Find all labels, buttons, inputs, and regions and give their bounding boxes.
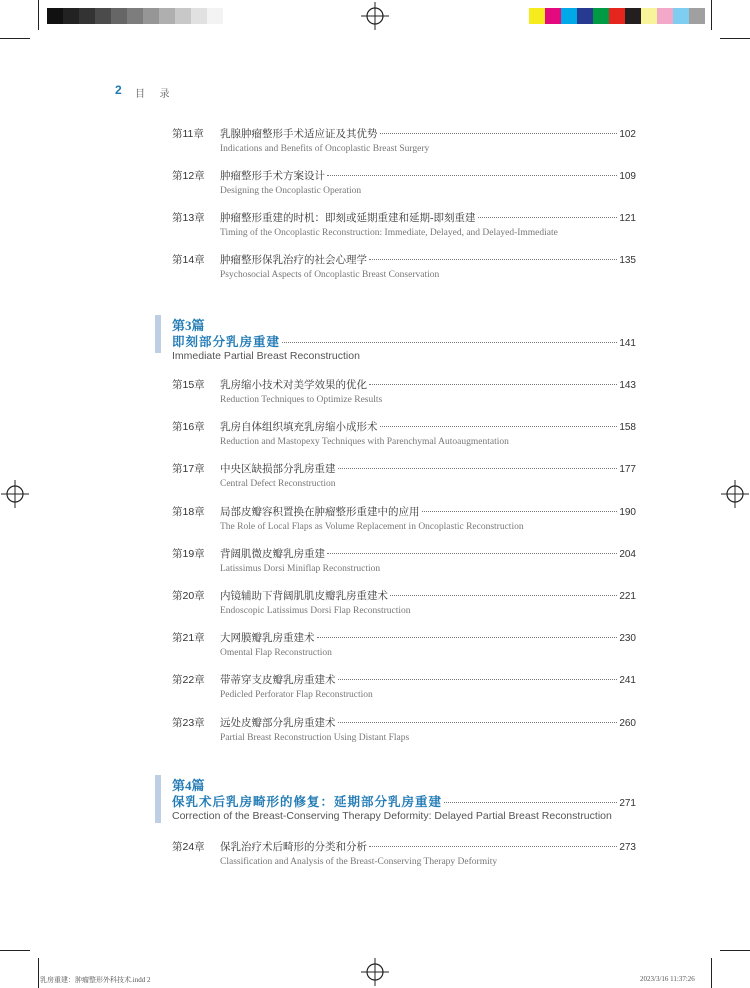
crop-mark-top-left-h xyxy=(0,38,30,39)
color-swatch xyxy=(545,8,561,24)
gray-swatch xyxy=(159,8,175,24)
chapter-title[interactable]: 中央区缺损部分乳房重建 xyxy=(220,464,336,476)
color-calibration-bar xyxy=(529,8,705,24)
chapter-english-title: Indications and Benefits of Oncoplastic Breast Surgery xyxy=(220,144,430,154)
toc-entry[interactable] xyxy=(172,839,636,873)
dotted-leader xyxy=(338,722,618,723)
part-english-title: Correction of the Breast-Conserving Therapy Deformity: Delayed Partial Breast Reconstruction xyxy=(172,810,612,822)
crop-mark-top-right-h xyxy=(720,38,750,39)
chapter-page-number: 177 xyxy=(619,464,636,476)
dotted-leader xyxy=(327,175,617,176)
chapter-page-number: 273 xyxy=(619,842,636,853)
chapter-title[interactable]: 保乳治疗术后畸形的分类和分析 xyxy=(220,842,367,853)
part-accent-bar xyxy=(155,315,161,353)
crop-mark-bottom-left-h xyxy=(0,950,30,951)
chapter-page-number: 230 xyxy=(619,633,636,645)
footer-timestamp: 2023/3/16 11:37:26 xyxy=(640,975,695,983)
color-swatch xyxy=(609,8,625,24)
chapter-number: 第13章 xyxy=(172,212,205,224)
chapter-page-number: 221 xyxy=(619,591,636,602)
chapter-page-number: 158 xyxy=(619,422,636,434)
gray-swatch xyxy=(191,8,207,24)
chapter-english-title: Central Defect Reconstruction xyxy=(220,479,336,490)
toc-entry[interactable] xyxy=(172,546,636,580)
color-swatch xyxy=(689,8,705,24)
crop-mark-bottom-left-v xyxy=(38,958,39,988)
registration-mark-bottom-icon xyxy=(361,958,389,986)
chapter-english-title: Designing the Oncoplastic Operation xyxy=(220,186,362,196)
toc-entry[interactable] xyxy=(172,630,636,664)
chapter-english-title: Classification and Analysis of the Breast-Conserving Therapy Deformity xyxy=(220,857,498,867)
chapter-number: 第15章 xyxy=(172,379,205,391)
chapter-title[interactable]: 背阔肌微皮瓣乳房重建 xyxy=(220,548,325,560)
toc-entry[interactable] xyxy=(172,672,636,706)
chapter-english-title: The Role of Local Flaps as Volume Replacement in Oncoplastic Reconstruction xyxy=(220,521,524,532)
dotted-leader xyxy=(422,511,618,512)
dotted-leader xyxy=(369,846,617,847)
crop-mark-top-right-v xyxy=(711,0,712,30)
gray-swatch xyxy=(63,8,79,24)
toc-entry[interactable] xyxy=(172,377,636,411)
toc-entry[interactable] xyxy=(172,168,636,202)
chapter-number: 第19章 xyxy=(172,547,205,560)
gray-swatch xyxy=(207,8,223,24)
chapter-page-number: 260 xyxy=(619,717,636,729)
crop-mark-top-left-v xyxy=(38,0,39,30)
chapter-english-title: Omental Flap Reconstruction xyxy=(220,648,332,659)
color-swatch xyxy=(529,8,545,24)
color-swatch xyxy=(561,8,577,24)
chapter-page-number: 102 xyxy=(619,129,636,140)
chapter-english-title: Psychosocial Aspects of Oncoplastic Breast Conservation xyxy=(220,270,440,280)
gray-swatch xyxy=(111,8,127,24)
color-swatch xyxy=(673,8,689,24)
part-heading-3 xyxy=(172,315,636,365)
dotted-leader xyxy=(390,595,617,596)
part-label: 第3篇 xyxy=(172,318,205,333)
chapter-title[interactable]: 内镜辅助下背阔肌肌皮瓣乳房重建术 xyxy=(220,591,388,602)
color-swatch xyxy=(577,8,593,24)
part-heading-4 xyxy=(172,775,636,825)
part-english-title: Immediate Partial Breast Reconstruction xyxy=(172,350,360,362)
crop-mark-bottom-right-h xyxy=(720,950,750,951)
color-swatch xyxy=(625,8,641,24)
gray-swatch xyxy=(47,8,63,24)
dotted-leader xyxy=(338,679,618,680)
chapter-title[interactable]: 带蒂穿支皮瓣乳房重建术 xyxy=(220,675,336,687)
toc-entry[interactable] xyxy=(172,461,636,495)
gray-swatch xyxy=(95,8,111,24)
gray-swatch xyxy=(127,8,143,24)
chapter-page-number: 143 xyxy=(619,380,636,391)
chapter-number: 第17章 xyxy=(172,463,205,476)
color-swatch xyxy=(641,8,657,24)
registration-mark-top-icon xyxy=(361,2,389,30)
dotted-leader xyxy=(380,133,618,134)
chapter-page-number: 135 xyxy=(619,255,636,266)
dotted-leader xyxy=(478,217,618,218)
chapter-page-number: 109 xyxy=(619,171,636,182)
registration-mark-left-icon xyxy=(1,480,29,508)
chapter-english-title: Latissimus Dorsi Miniflap Reconstruction xyxy=(220,563,381,574)
header-title: 目 录 xyxy=(135,89,176,100)
toc-entry[interactable] xyxy=(172,126,636,160)
chapter-number: 第21章 xyxy=(172,632,205,645)
chapter-english-title: Pedicled Perforator Flap Reconstruction xyxy=(220,690,373,701)
chapter-number: 第11章 xyxy=(172,128,204,140)
chapter-number: 第20章 xyxy=(172,590,205,602)
toc-entry[interactable] xyxy=(172,715,636,749)
chapter-number: 第16章 xyxy=(172,421,205,434)
gray-swatch xyxy=(143,8,159,24)
color-swatch xyxy=(657,8,673,24)
chapter-title[interactable]: 远处皮瓣部分乳房重建术 xyxy=(220,717,336,729)
chapter-page-number: 190 xyxy=(619,506,636,518)
chapter-english-title: Reduction Techniques to Optimize Results xyxy=(220,395,383,405)
toc-entry[interactable] xyxy=(172,252,636,286)
part-label: 第4篇 xyxy=(172,778,205,793)
chapter-title[interactable]: 大网膜瓣乳房重建术 xyxy=(220,633,315,645)
crop-mark-bottom-right-v xyxy=(711,958,712,988)
footer-file-name: 乳房重建：肿瘤整形外科技术.indd 2 xyxy=(40,976,151,984)
chapter-english-title: Reduction and Mastopexy Techniques with Parenchymal Autoaugmentation xyxy=(220,437,509,448)
chapter-page-number: 241 xyxy=(619,675,636,687)
part-title[interactable]: 即刻部分乳房重建 xyxy=(172,335,281,349)
chapter-page-number: 121 xyxy=(619,213,636,224)
part-accent-bar xyxy=(155,775,161,823)
part-page-number: 271 xyxy=(619,798,636,809)
part-title[interactable]: 保乳术后乳房畸形的修复：延期部分乳房重建 xyxy=(172,795,443,809)
toc-entry[interactable] xyxy=(172,419,636,453)
chapter-number: 第18章 xyxy=(172,505,205,518)
chapter-title[interactable]: 乳房自体组织填充乳房缩小成形术 xyxy=(220,422,378,434)
chapter-title[interactable]: 肿瘤整形重建的时机：即刻或延期重建和延期-即刻重建 xyxy=(220,213,476,224)
dotted-leader xyxy=(444,802,617,803)
chapter-title[interactable]: 局部皮瓣容积置换在肿瘤整形重建中的应用 xyxy=(220,506,420,518)
toc-entry[interactable] xyxy=(172,588,636,622)
chapter-page-number: 204 xyxy=(619,548,636,560)
dotted-leader xyxy=(369,384,617,385)
gray-swatch xyxy=(175,8,191,24)
dotted-leader xyxy=(338,468,618,469)
gray-swatch xyxy=(79,8,95,24)
header-page-number: 2 xyxy=(115,83,122,97)
part-page-number: 141 xyxy=(619,338,636,349)
dotted-leader xyxy=(380,426,618,427)
gray-calibration-bar xyxy=(47,8,223,24)
chapter-title[interactable]: 肿瘤整形手术方案设计 xyxy=(220,171,325,182)
chapter-number: 第23章 xyxy=(172,716,205,729)
toc-entry[interactable] xyxy=(172,210,636,244)
chapter-title[interactable]: 乳房缩小技术对美学效果的优化 xyxy=(220,380,367,391)
dotted-leader xyxy=(327,553,617,554)
chapter-number: 第24章 xyxy=(172,841,205,853)
chapter-english-title: Timing of the Oncoplastic Reconstruction: Immediate, Delayed, and Delayed-Immediate xyxy=(220,228,558,238)
chapter-number: 第22章 xyxy=(172,674,205,687)
chapter-number: 第12章 xyxy=(172,170,205,182)
chapter-title[interactable]: 乳腺肿瘤整形手术适应证及其优势 xyxy=(220,129,378,140)
registration-mark-right-icon xyxy=(721,480,749,508)
chapter-english-title: Endoscopic Latissimus Dorsi Flap Reconstruction xyxy=(220,606,411,616)
chapter-english-title: Partial Breast Reconstruction Using Distant Flaps xyxy=(220,732,410,743)
chapter-title[interactable]: 肿瘤整形保乳治疗的社会心理学 xyxy=(220,255,367,266)
color-swatch xyxy=(593,8,609,24)
chapter-number: 第14章 xyxy=(172,254,205,266)
dotted-leader xyxy=(369,259,617,260)
toc-entry[interactable] xyxy=(172,504,636,538)
dotted-leader xyxy=(282,342,617,343)
dotted-leader xyxy=(317,637,618,638)
